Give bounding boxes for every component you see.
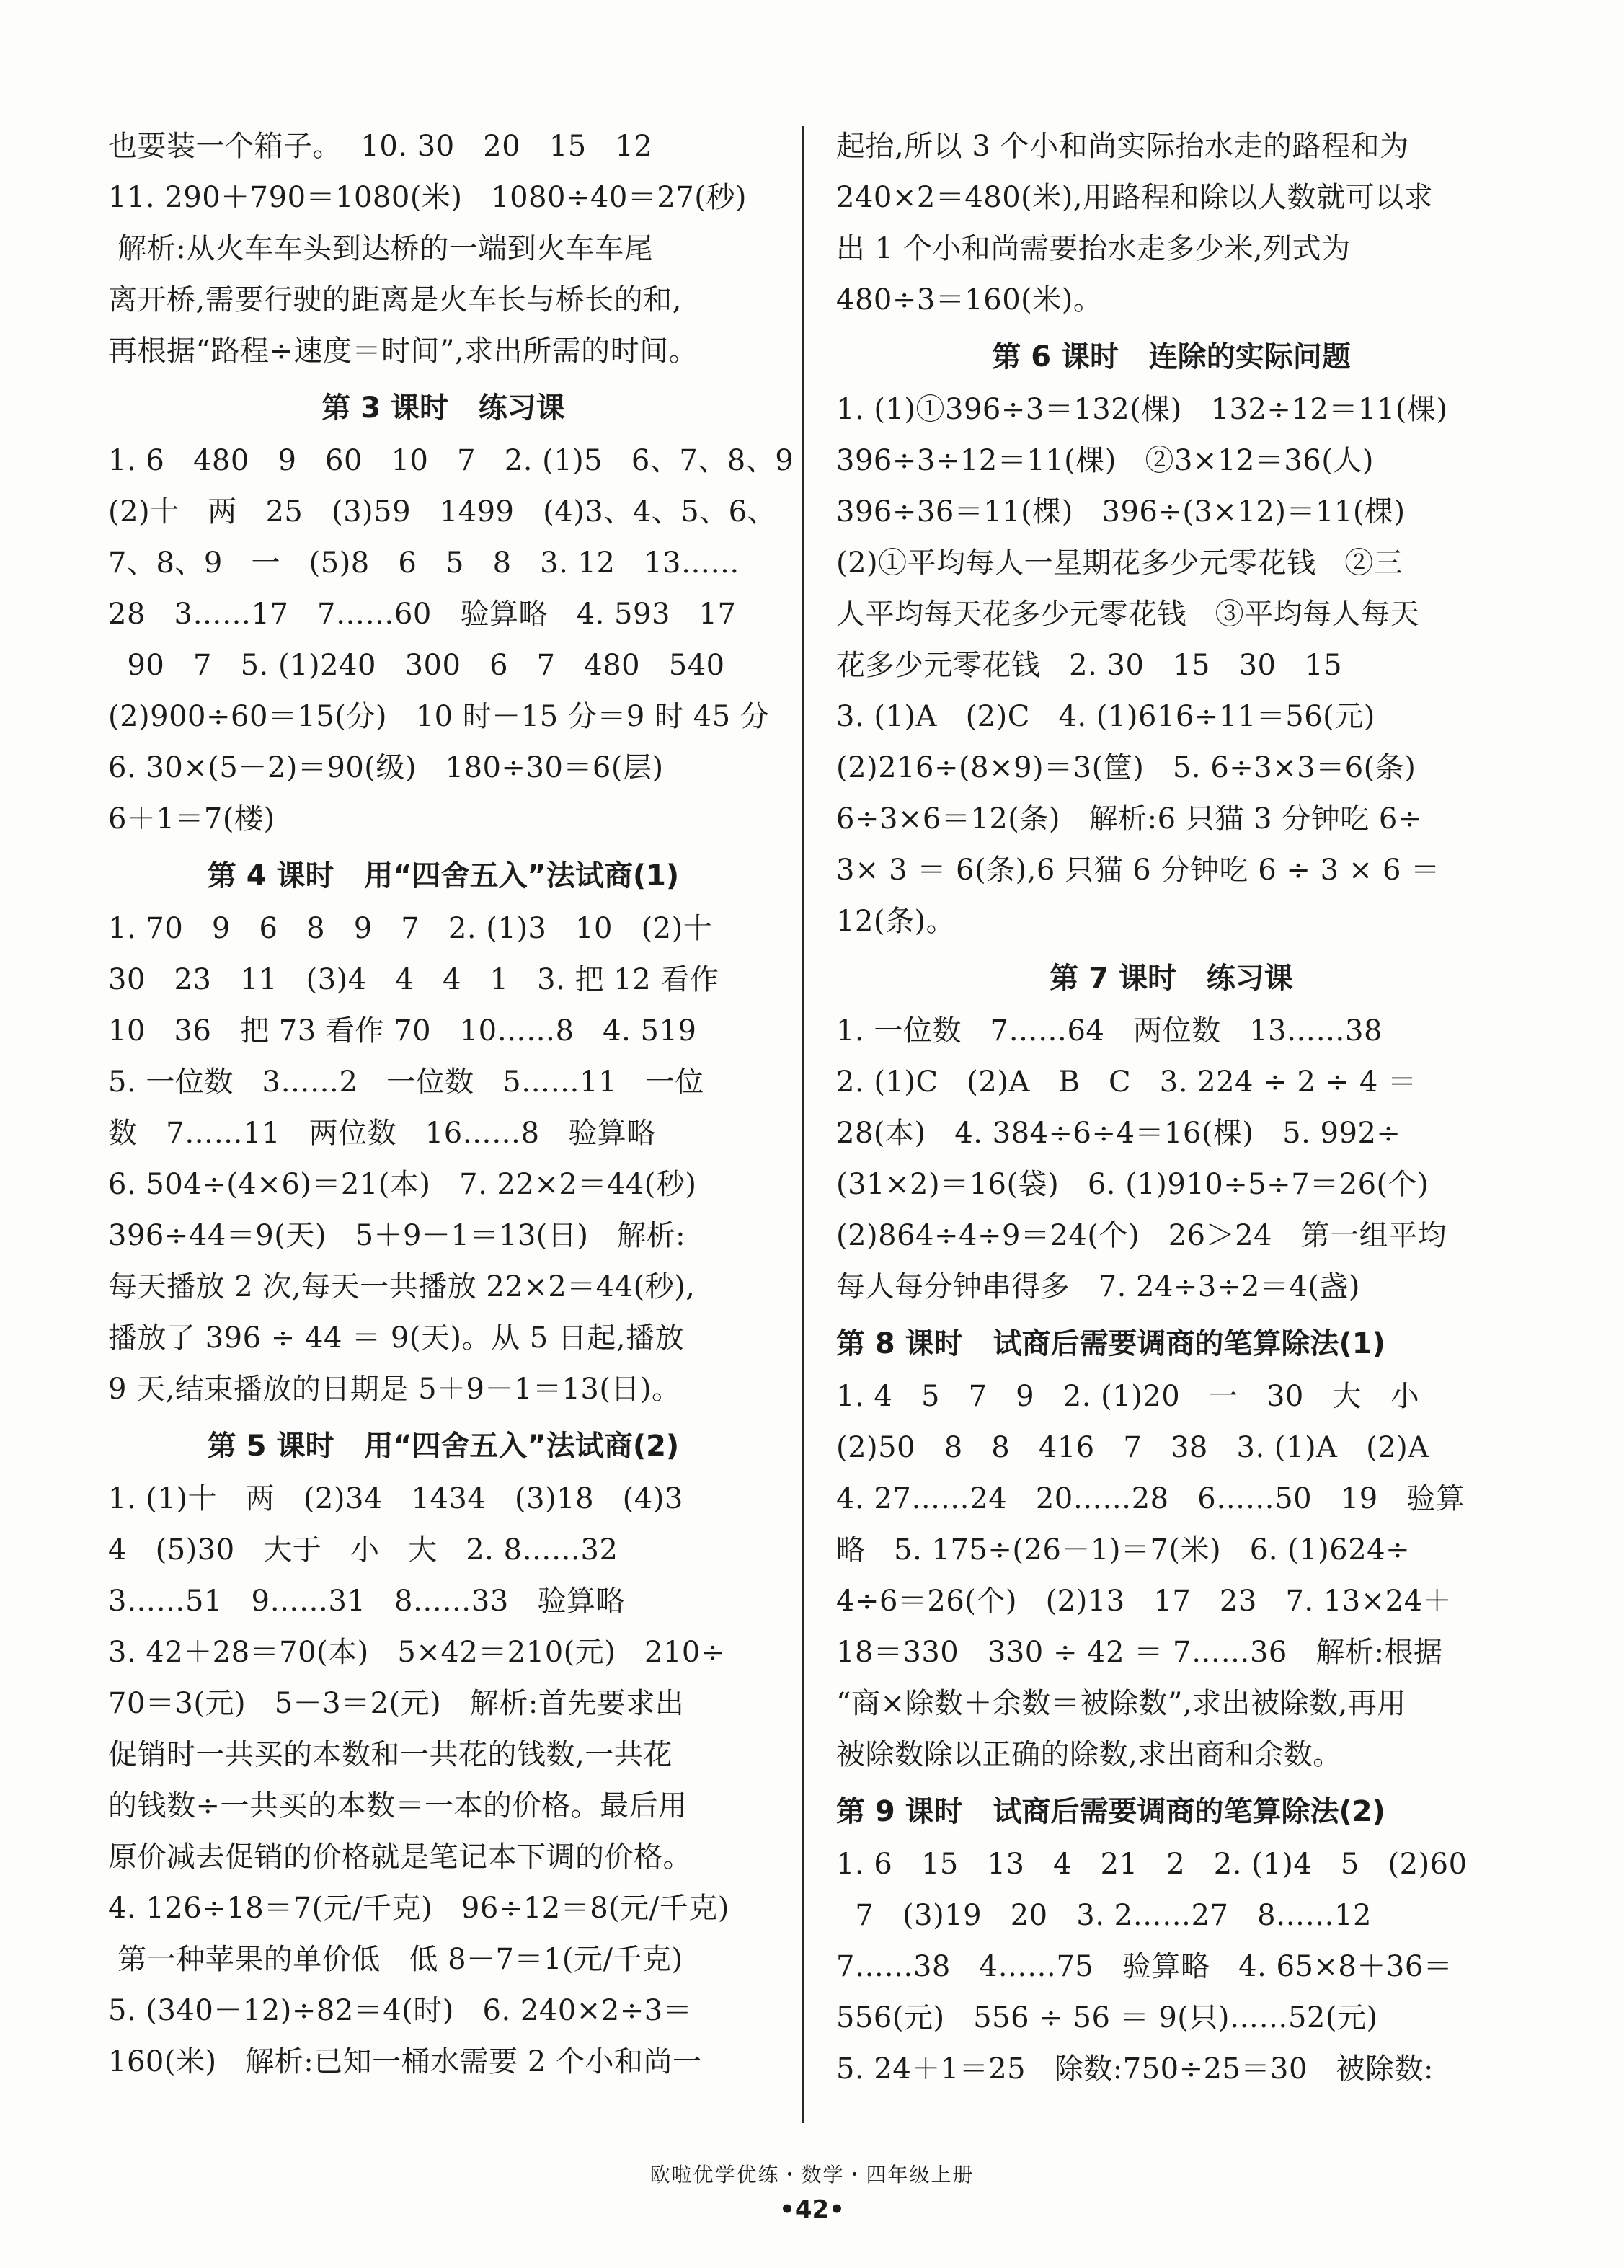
answer-line: 3× 3 ＝ 6(条),6 只猫 6 分钟吃 6 ÷ 3 × 6 ＝ (836, 854, 1440, 887)
answer-line: 70＝3(元) 5－3＝2(元) 解析:首先要求出 (108, 1687, 685, 1720)
answer-line: 30 23 11 (3)4 4 4 1 3. 把 12 看作 (108, 963, 719, 996)
answer-line: 1. 一位数 7……64 两位数 13……38 (836, 1014, 1383, 1047)
answer-line: 再根据“路程÷速度＝时间”,求出所需的时间。 (108, 335, 698, 368)
lesson-heading: 第 9 课时 试商后需要调商的笔算除法(2) (836, 1795, 1385, 1828)
answer-line: 396÷44＝9(天) 5＋9－1＝13(日) 解析: (108, 1219, 686, 1252)
answer-line: 28 3……17 7……60 验算略 4. 593 17 (108, 598, 737, 631)
answer-line: 播放了 396 ÷ 44 ＝ 9(天)。从 5 日起,播放 (108, 1321, 685, 1355)
answer-line: 396÷36＝11(棵) 396÷(3×12)＝11(棵) (836, 495, 1406, 528)
left-column (108, 121, 794, 2088)
answer-line: 每天播放 2 次,每天一共播放 22×2＝44(秒), (108, 1270, 696, 1303)
answer-line: 5. 一位数 3……2 一位数 5……11 一位 (108, 1066, 704, 1099)
answer-line: 10 36 把 73 看作 70 10……8 4. 519 (108, 1014, 697, 1047)
answer-line: 1. (1)十 两 (2)34 1434 (3)18 (4)3 (108, 1482, 683, 1515)
answer-line: 90 7 5. (1)240 300 6 7 480 540 (108, 649, 725, 682)
answer-line: 18＝330 330 ÷ 42 ＝ 7……36 解析:根据 (836, 1636, 1443, 1669)
answer-line: (2)216÷(8×9)＝3(筐) 5. 6÷3×3＝6(条) (836, 751, 1416, 784)
answer-line: 396÷3÷12＝11(棵) ②3×12＝36(人) (836, 444, 1374, 477)
page-number: •42• (779, 2195, 845, 2224)
answer-line: 4. 27……24 20……28 6……50 19 验算 (836, 1482, 1465, 1515)
answer-line: 出 1 个小和尚需要抬水走多少米,列式为 (836, 232, 1351, 265)
answer-line: 1. 70 9 6 8 9 7 2. (1)3 10 (2)十 (108, 912, 713, 945)
answer-line: 480÷3＝160(米)。 (836, 283, 1103, 316)
answer-line: 3……51 9……31 8……33 验算略 (108, 1585, 625, 1618)
answer-line: 原价减去促销的价格就是笔记本下调的价格。 (108, 1840, 692, 1874)
answer-line: 160(米) 解析:已知一桶水需要 2 个小和尚一 (108, 2045, 702, 2078)
lesson-heading: 第 7 课时 练习课 (1050, 962, 1293, 995)
right-column (836, 121, 1507, 2095)
answer-line: 3. (1)A (2)C 4. (1)616÷11＝56(元) (836, 700, 1375, 733)
answer-line: 略 5. 175÷(26－1)＝7(米) 6. (1)624÷ (836, 1533, 1411, 1567)
answer-line: 1. (1)①396÷3＝132(棵) 132÷12＝11(棵) (836, 393, 1448, 426)
answer-line: “商×除数＋余数＝被除数”,求出被除数,再用 (836, 1687, 1406, 1720)
answer-line: 花多少元零花钱 2. 30 15 30 15 (836, 649, 1343, 682)
book-title: 欧啦优学优练・数学・四年级上册 (649, 2163, 975, 2187)
answer-line: 人平均每天花多少元零花钱 ③平均每人每天 (836, 598, 1420, 631)
answer-line: 5. (340－12)÷82＝4(时) 6. 240×2÷3＝ (108, 1994, 693, 2027)
answer-line: (2)十 两 25 (3)59 1499 (4)3、4、5、6、 (108, 495, 777, 528)
answer-line: (2)900÷60＝15(分) 10 时－15 分＝9 时 45 分 (108, 700, 770, 733)
answer-line: (2)864÷4÷9＝24(个) 26＞24 第一组平均 (836, 1219, 1447, 1252)
answer-line: 解析:从火车车头到达桥的一端到火车车尾 (108, 232, 654, 265)
answer-line: 4. 126÷18＝7(元/千克) 96÷12＝8(元/千克) (108, 1892, 729, 1925)
answer-line: 6÷3×6＝12(条) 解析:6 只猫 3 分钟吃 6÷ (836, 802, 1422, 836)
answer-line: 离开桥,需要行驶的距离是火车长与桥长的和, (108, 283, 682, 316)
answer-line: 6＋1＝7(楼) (108, 802, 275, 836)
answer-line: 1. 4 5 7 9 2. (1)20 一 30 大 小 (836, 1380, 1420, 1413)
answer-line: 12(条)。 (836, 905, 956, 938)
answer-line: (2)50 8 8 416 7 38 3. (1)A (2)A (836, 1431, 1429, 1464)
answer-line: 4 (5)30 大于 小 大 2. 8……32 (108, 1533, 618, 1567)
answer-line: 6. 504÷(4×6)＝21(本) 7. 22×2＝44(秒) (108, 1168, 697, 1201)
answer-line: (2)①平均每人一星期花多少元零花钱 ②三 (836, 546, 1403, 580)
answer-line: 11. 290＋790＝1080(米) 1080÷40＝27(秒) (108, 181, 747, 214)
answer-line: 4÷6＝26(个) (2)13 17 23 7. 13×24＋ (836, 1585, 1452, 1618)
answer-line: 促销时一共买的本数和一共花的钱数,一共花 (108, 1738, 673, 1771)
answer-line: 的钱数÷一共买的本数＝一本的价格。最后用 (108, 1789, 688, 1822)
answer-line: (31×2)＝16(袋) 6. (1)910÷5÷7＝26(个) (836, 1168, 1429, 1201)
answer-line: 第一种苹果的单价低 低 8－7＝1(元/千克) (108, 1943, 683, 1976)
answer-line: 240×2＝480(米),用路程和除以人数就可以求 (836, 181, 1434, 214)
answer-line: 数 7……11 两位数 16……8 验算略 (108, 1117, 656, 1150)
answer-line: 28(本) 4. 384÷6÷4＝16(棵) 5. 992÷ (836, 1117, 1401, 1150)
lesson-heading: 第 5 课时 用“四舍五入”法试商(2) (207, 1430, 680, 1463)
answer-line: 每人每分钟串得多 7. 24÷3÷2＝4(盏) (836, 1270, 1361, 1303)
answer-line: 6. 30×(5－2)＝90(级) 180÷30＝6(层) (108, 751, 664, 784)
answer-line: 起抬,所以 3 个小和尚实际抬水走的路程和为 (836, 130, 1409, 163)
answer-line: 7……38 4……75 验算略 4. 65×8＋36＝ (836, 1950, 1453, 1983)
answer-line: 1. 6 15 13 4 21 2 2. (1)4 5 (2)60 (836, 1848, 1468, 1881)
answer-line: 9 天,结束播放的日期是 5＋9－1＝13(日)。 (108, 1373, 681, 1406)
lesson-heading: 第 8 课时 试商后需要调商的笔算除法(1) (836, 1327, 1385, 1360)
answer-line: 556(元) 556 ÷ 56 ＝ 9(只)……52(元) (836, 2001, 1378, 2034)
lesson-heading: 第 6 课时 连除的实际问题 (992, 340, 1351, 373)
answer-line: 2. (1)C (2)A B C 3. 224 ÷ 2 ÷ 4 ＝ (836, 1066, 1417, 1099)
answer-line: 也要装一个箱子。 10. 30 20 15 12 (108, 130, 653, 163)
answer-line: 3. 42＋28＝70(本) 5×42＝210(元) 210÷ (108, 1636, 725, 1669)
answer-line: 被除数除以正确的除数,求出商和余数。 (836, 1738, 1342, 1771)
answer-line: 1. 6 480 9 60 10 7 2. (1)5 6、7、8、9 (108, 444, 794, 477)
answer-line: 5. 24＋1＝25 除数:750÷25＝30 被除数: (836, 2052, 1434, 2086)
column-divider (802, 126, 804, 2123)
answer-line: 7 (3)19 20 3. 2……27 8……12 (836, 1899, 1372, 1932)
lesson-heading: 第 4 课时 用“四舍五入”法试商(1) (207, 859, 680, 892)
answer-line: 7、8、9 一 (5)8 6 5 8 3. 12 13…… (108, 546, 740, 580)
lesson-heading: 第 3 课时 练习课 (321, 391, 565, 425)
